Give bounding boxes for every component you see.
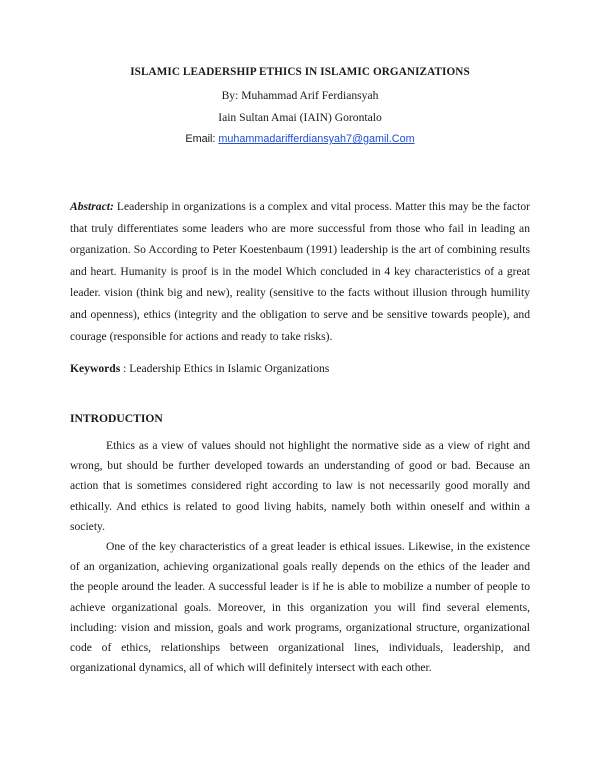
abstract — [70, 196, 530, 347]
intro-paragraph-2: One of the key characteristics of a great leader is ethical issues. Likewise, in the existence of an organization, achieving organizational goals really depends on the ethics of the leader and the people around the leader. A successful leader is if he is able to mobilize a number of people to achieve organizational goals. Moreover, in this organization you will find several elements, including: vision and mission, goals and work programs, organizational structure, organizational code of ethics, relationships between organizational lines, individuals, leadership, and organizational dynamics, all of which will definitely intersect with each other. — [70, 540, 530, 675]
email-link[interactable]: muhammadarifferdiansyah7@gamil.Com — [218, 133, 415, 145]
affiliation-line: Iain Sultan Amai (IAIN) Gorontalo — [218, 111, 382, 124]
abstract-label: Abstract: — [70, 200, 114, 213]
keywords — [70, 359, 530, 379]
abstract-text: Leadership in organizations is a complex and vital process. Matter this may be the factor that truly differentiates some leaders who are more successful from those who fail in leading an organization. So According to Peter Koestenbaum (1991) leadership is the art of combining results and heart. Humanity is proof is in the model Which concluded in 4 key characteristics of a great leader. vision (think big and new), reality (sensitive to the facts without illusion through humility and openness), ethics (integrity and the obligation to serve and be sensitive towards people), and courage (responsible for actions and ready to take risks). — [70, 200, 530, 343]
introduction-body — [70, 436, 530, 678]
email-line — [0, 132, 600, 145]
email-label: Email: — [185, 133, 219, 145]
intro-paragraph-1: Ethics as a view of values should not highlight the normative side as a view of right and wrong, but should be further developed towards an understanding of good or bad. Because an action that is sometimes considered right according to law is not necessarily good morally and ethically. And ethics is related to good living habits, namely both within oneself and within a society. — [70, 439, 530, 533]
section-heading-introduction: INTRODUCTION — [70, 412, 163, 425]
paper-title: ISLAMIC LEADERSHIP ETHICS IN ISLAMIC ORGANIZATIONS — [130, 66, 470, 78]
author-line: By: Muhammad Arif Ferdiansyah — [221, 89, 379, 102]
keywords-label: Keywords — [70, 362, 121, 375]
keywords-text: : Leadership Ethics in Islamic Organizations — [120, 362, 330, 375]
